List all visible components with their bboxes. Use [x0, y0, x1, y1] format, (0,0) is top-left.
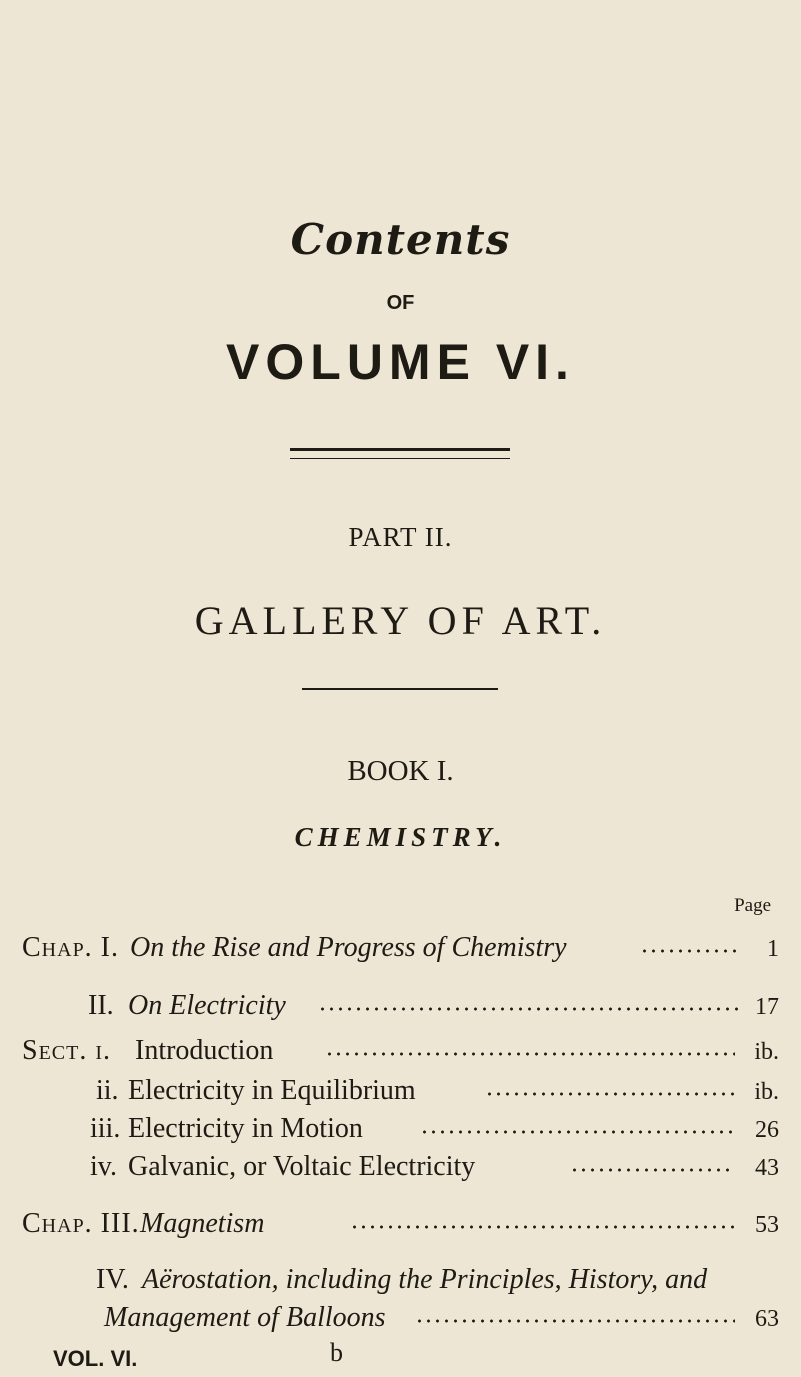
toc-entry-title: On Electricity — [128, 990, 286, 1021]
toc-entry-lead: ii. — [96, 1075, 119, 1106]
toc-entry-title: Management of Balloons — [104, 1302, 386, 1333]
leader-dots — [640, 948, 740, 954]
toc-entry-lead: Sect. i. — [22, 1035, 112, 1066]
double-rule-divider — [290, 448, 510, 459]
toc-entry-lead: II. — [88, 990, 114, 1021]
toc-entry-lead: iv. — [90, 1151, 117, 1182]
toc-entry — [0, 1302, 801, 1338]
toc-entry — [0, 1208, 801, 1244]
toc-entry — [0, 1075, 801, 1111]
toc-entry-title: Electricity in Equilibrium — [128, 1075, 416, 1106]
volume-heading: VOLUME VI. — [226, 334, 575, 390]
leader-dots — [420, 1129, 735, 1135]
toc-entry — [0, 1113, 801, 1149]
toc-entry-lead: IV. — [96, 1264, 129, 1295]
toc-entry-page: 26 — [755, 1117, 779, 1143]
printer-signature: b — [330, 1338, 343, 1367]
toc-entry-lead: Chap. I. — [22, 932, 120, 963]
toc-entry-lead: Chap. III. — [22, 1208, 140, 1239]
page-column-label: Page — [734, 895, 771, 916]
book-heading: BOOK I. — [347, 755, 454, 787]
toc-entry-page: 1 — [767, 936, 779, 962]
contents-heading: Contents — [290, 215, 511, 264]
toc-entry-title: On the Rise and Progress of Chemistry — [130, 932, 567, 963]
toc-entry-title: Aërostation, including the Principles, History, and — [142, 1264, 708, 1295]
leader-dots — [485, 1091, 735, 1097]
rule-divider — [302, 688, 498, 690]
toc-entry — [0, 1264, 801, 1300]
volume-signature-mark: VOL. VI. — [53, 1346, 138, 1371]
of-label: OF — [386, 292, 415, 314]
gallery-heading: GALLERY OF ART. — [194, 598, 607, 643]
leader-dots — [415, 1318, 735, 1324]
toc-entry-title: Magnetism — [140, 1208, 265, 1239]
toc-entry-lead: iii. — [90, 1113, 121, 1144]
leader-dots — [570, 1167, 735, 1173]
toc-entry-page: ib. — [754, 1039, 779, 1065]
toc-entry — [0, 932, 801, 968]
toc-entry-page: ib. — [754, 1079, 779, 1105]
subject-heading: CHEMISTRY. — [294, 822, 507, 852]
toc-entry — [0, 1151, 801, 1187]
toc-entry — [0, 1035, 801, 1071]
toc-entry — [0, 990, 801, 1026]
leader-dots — [350, 1224, 735, 1230]
toc-entry-page: 17 — [755, 994, 779, 1020]
leader-dots — [318, 1006, 738, 1012]
toc-entry-title: Electricity in Motion — [128, 1113, 363, 1144]
toc-entry-title: Galvanic, or Voltaic Electricity — [128, 1151, 476, 1182]
leader-dots — [325, 1051, 735, 1057]
toc-entry-page: 63 — [755, 1306, 779, 1332]
toc-entry-page: 43 — [755, 1155, 779, 1181]
toc-entry-page: 53 — [755, 1212, 779, 1238]
part-heading: PART II. — [348, 522, 453, 552]
toc-entry-title: Introduction — [135, 1035, 274, 1066]
